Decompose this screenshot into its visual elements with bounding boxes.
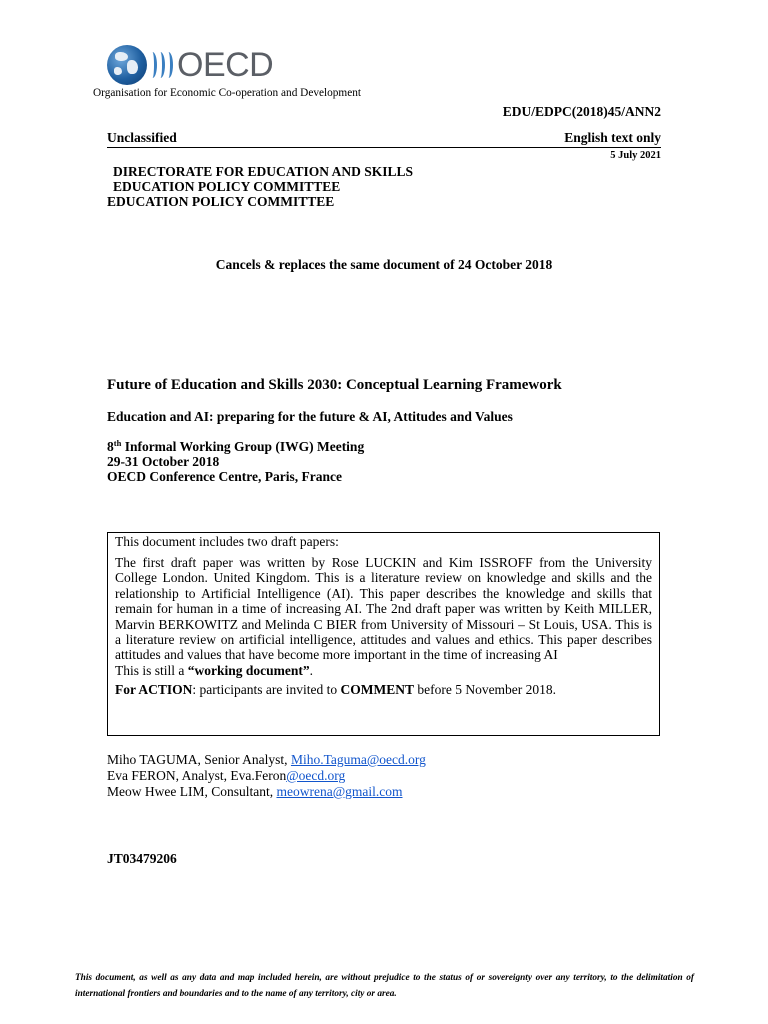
summary-box (107, 532, 660, 736)
summary-paragraph: The first draft paper was written by Rose LUCKIN and Kim ISSROFF from the University College London. United Kingdom. This is a literature review on knowledge and skills and the relationship to Artificial Intelligence (AI). This paper describes the knowledge and skills that remain for human in a time of increasing AI. The 2nd draft paper was written by Keith MILLER, Marvin BERKOWITZ and Melinda C BIER from University of Missouri – St Louis, USA. This is a literature review on artificial intelligence, attitudes and values and ethics. This paper describes attitudes and values that have become more important in the time of increasing AI This is still a “working document”. (115, 555, 652, 678)
oecd-logo (107, 45, 273, 85)
summary-intro: This document includes two draft papers: (115, 534, 339, 549)
cancels-note: Cancels & replaces the same document of 24 October 2018 (215, 257, 553, 272)
disclaimer-footer: This document, as well as any data and map included herein, are without prejudice to the status of or sovereignty over any territory, to the delimitation of international frontiers and boundaries and to the name of any territory, city or area. (75, 973, 694, 999)
document-title: Future of Education and Skills 2030: Conceptual Learning Framework (107, 377, 562, 393)
meeting-dates: 29-31 October 2018 (107, 454, 220, 470)
contact-feron: Eva FERON, Analyst, Eva.Feron@oecd.org (107, 767, 346, 783)
directorate-line-3: EDUCATION POLICY COMMITTEE (107, 194, 335, 209)
meeting-name: 8th Informal Working Group (IWG) Meeting (107, 438, 365, 454)
email-link-feron[interactable]: @oecd.org (286, 767, 346, 783)
meeting-venue: OECD Conference Centre, Paris, France (107, 469, 342, 485)
header-rule (107, 147, 661, 148)
meeting-info (107, 439, 364, 485)
email-link-lim[interactable]: meowrena@gmail.com (276, 783, 403, 799)
document-subtitle: Education and AI: preparing for the future & AI, Attitudes and Values (107, 409, 513, 424)
contact-taguma: Miho TAGUMA, Senior Analyst, Miho.Taguma@oecd.org (107, 752, 426, 767)
contacts (107, 752, 426, 799)
globe-icon (107, 45, 147, 85)
document-reference: EDU/EDPC(2018)45/ANN2 (502, 104, 661, 119)
email-link-taguma[interactable]: Miho.Taguma@oecd.org (290, 752, 426, 767)
action-note: For ACTION: participants are invited to COMMENT before 5 November 2018. (115, 682, 557, 698)
chevrons-icon (149, 52, 173, 78)
classification: Unclassified (107, 130, 177, 145)
language-note: English text only (564, 130, 661, 145)
job-number: JT03479206 (107, 851, 177, 866)
contact-lim: Meow Hwee LIM, Consultant, meowrena@gmail.com (107, 783, 403, 799)
organisation-name: Organisation for Economic Co-operation and Development (93, 87, 362, 99)
logo-wordmark: OECD (177, 45, 274, 84)
document-date: 5 July 2021 (610, 150, 661, 161)
directorate-line-1: DIRECTORATE FOR EDUCATION AND SKILLS (113, 164, 414, 179)
directorate-line-2: EDUCATION POLICY COMMITTEE (113, 179, 341, 194)
